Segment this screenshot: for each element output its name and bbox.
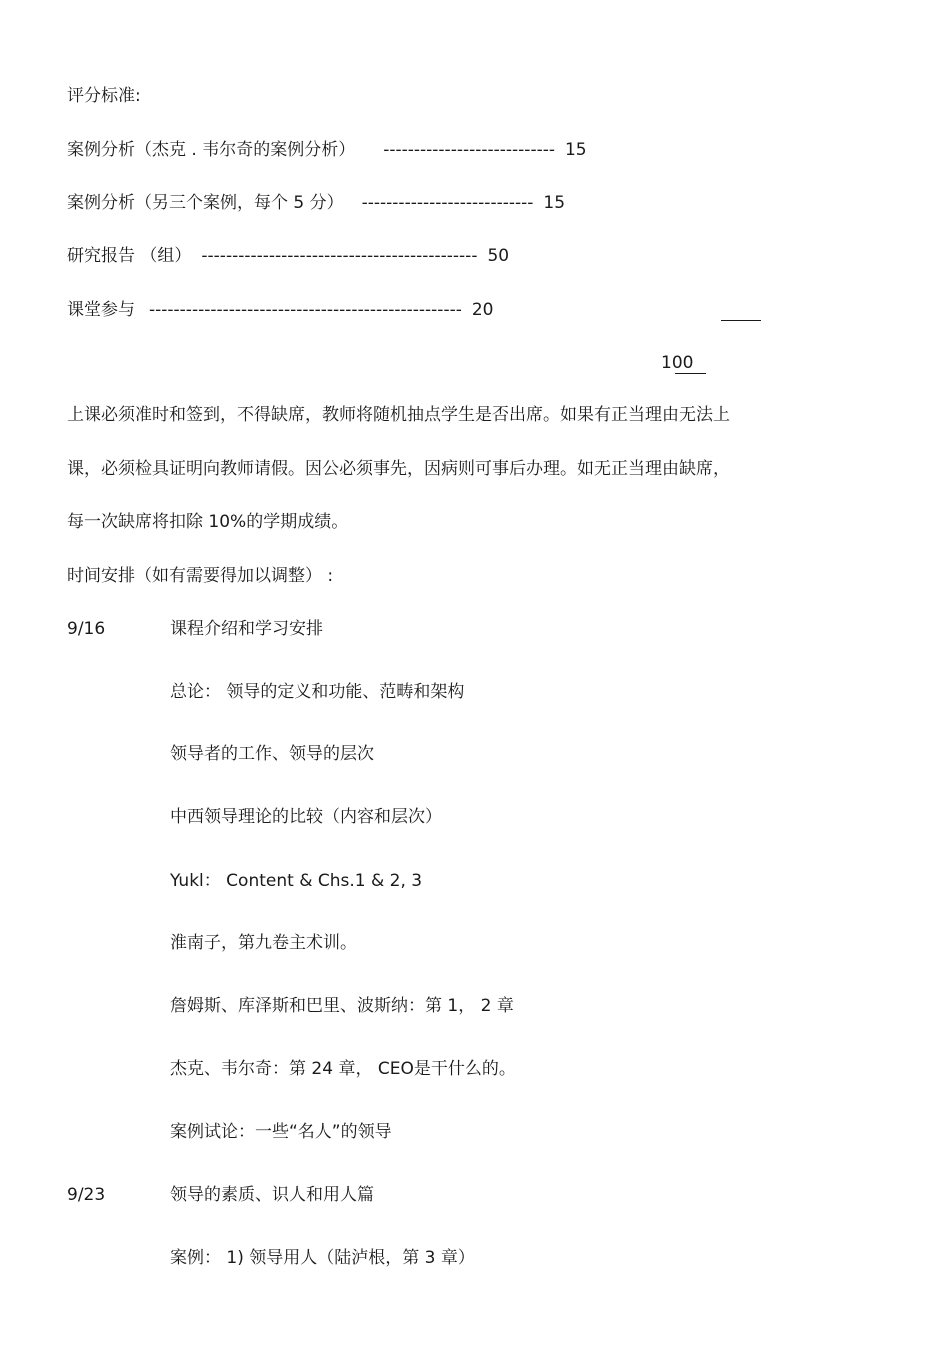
grading-item-dashes: ---------------------------- [383, 140, 555, 160]
schedule-item: 中西领导理论的比较（内容和层次） [170, 807, 442, 827]
grading-item-score: 15 [564, 140, 587, 160]
schedule-date: 9/23 [67, 1185, 106, 1205]
sum-underline [721, 320, 761, 321]
schedule-item: 总论： 领导的定义和功能、范畴和架构 [170, 682, 465, 702]
grading-total: 100 [661, 353, 694, 373]
schedule-item: 案例： 1) 领导用人（陆泸根，第 3 章） [170, 1248, 475, 1268]
grading-item [67, 193, 565, 213]
grading-item [67, 300, 494, 320]
grading-item [67, 140, 587, 160]
schedule-item: 课程介绍和学习安排 [170, 619, 323, 639]
grading-title: 评分标准: [67, 86, 141, 106]
grading-item-score: 20 [471, 300, 494, 320]
attendance-line: 上课必须准时和签到，不得缺席，教师将随机抽点学生是否出席。如果有正当理由无法上 [67, 405, 730, 425]
grading-item-dashes: --------------------------------------------------- [149, 300, 462, 320]
grading-item-dashes: ---------------------------- [361, 193, 534, 213]
attendance-line: 课，必须检具证明向教师请假。因公必须事先，因病则可事后办理。如无正当理由缺席， [67, 459, 730, 479]
grading-item-dashes: --------------------------------------------- [201, 246, 478, 266]
grading-item-label: 案例分析（另三个案例，每个 5 分） [67, 193, 344, 213]
schedule-item: 领导的素质、识人和用人篇 [170, 1185, 374, 1205]
schedule-title: 时间安排（如有需要得加以调整） : [67, 566, 334, 586]
grading-item-label: 研究报告 （组） [67, 246, 192, 266]
total-underline [675, 373, 706, 374]
attendance-line: 每一次缺席将扣除 10%的学期成绩。 [67, 512, 349, 532]
schedule-date: 9/16 [67, 619, 106, 639]
schedule-item: 案例试论：一些“名人”的领导 [170, 1122, 392, 1142]
schedule-item: 淮南子，第九卷主术训。 [170, 933, 357, 953]
grading-item-label: 案例分析（杰克 . 韦尔奇的案例分析） [67, 140, 356, 160]
grading-item-score: 15 [543, 193, 566, 213]
schedule-item: Yukl： Content & Chs.1 & 2, 3 [170, 871, 423, 891]
schedule-item: 詹姆斯、库泽斯和巴里、波斯纳：第 1， 2 章 [170, 996, 514, 1016]
grading-item [67, 246, 509, 266]
schedule-item: 杰克、韦尔奇：第 24 章， CEO是干什么的。 [170, 1059, 516, 1079]
grading-item-score: 50 [487, 246, 510, 266]
grading-item-label: 课堂参与 [67, 300, 135, 320]
schedule-item: 领导者的工作、领导的层次 [170, 744, 374, 764]
